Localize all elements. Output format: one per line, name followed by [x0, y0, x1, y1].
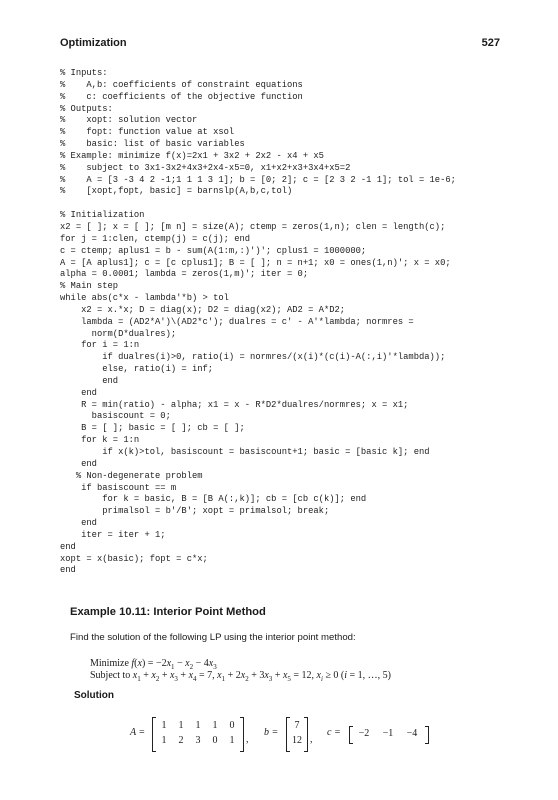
- vector-b: [286, 716, 308, 752]
- separator: ,: [310, 734, 313, 745]
- vector-c-label: c =: [327, 727, 341, 738]
- code-line: for j = 1:clen, ctemp(j) = c(j); end: [60, 233, 251, 244]
- matrix-a-cell: 0: [229, 720, 235, 731]
- constraint-formula: Subject to $x_1 + x_2 + x_3 + x_4 = 7$, $x_1 + 2x_2 + 3x_3 + x_5 = 12$, $x_i \ge 0$ (i = 1, …, 5): [90, 670, 392, 683]
- code-line: end: [60, 518, 97, 529]
- example-title: Example 10.11: Interior Point Method: [70, 606, 266, 618]
- matrix-a-cell: 3: [195, 735, 201, 746]
- code-listing: [60, 68, 510, 577]
- matrix-a-cell: 2: [178, 735, 184, 746]
- code-line: [60, 198, 510, 210]
- code-line: % basic: list of basic variables: [60, 139, 245, 150]
- matrix-a: [152, 716, 244, 752]
- vector-c-cell: −4: [406, 728, 418, 739]
- code-line: lambda = (AD2*A')\(AD2*c'); dualres = c' - A'*lambda; normres =: [60, 316, 414, 327]
- code-line: % Outputs:: [60, 103, 113, 114]
- code-line: norm(D*dualres);: [60, 328, 177, 339]
- vector-c: [349, 725, 429, 745]
- code-line: % [xopt,fopt, basic] = barnslp(A,b,c,tol): [60, 186, 293, 197]
- code-line: % Inputs:: [60, 68, 108, 78]
- problem-intro: Find the solution of the following LP using the interior point method:: [70, 632, 356, 643]
- vector-b-label: b =: [264, 727, 279, 738]
- code-line: % subject to 3x1-3x2+4x3+2x4-x5=0, x1+x2+x3+3x4+x5=2: [60, 162, 351, 173]
- code-line: A = [A aplus1]; c = [c cplus1]; B = [ ]; n = n+1; x0 = ones(1,n)'; x = x0;: [60, 257, 451, 268]
- code-line: x2 = [ ]; x = [ ]; [m n] = size(A); ctemp = zeros(1,n); clen = length(c);: [60, 221, 446, 232]
- matrix-a-cell: 1: [161, 720, 167, 731]
- vector-c-cell: −1: [382, 728, 394, 739]
- code-line: % xopt: solution vector: [60, 115, 198, 126]
- code-line: % A,b: coefficients of constraint equations: [60, 79, 303, 90]
- code-line: end: [60, 541, 76, 552]
- code-line: % Initialization: [60, 210, 145, 221]
- code-line: end: [60, 387, 97, 398]
- code-line: for k = basic, B = [B A(:,k)]; cb = [cb c(k)]; end: [60, 494, 367, 505]
- code-line: while abs(c*x - lambda'*b) > tol: [60, 293, 229, 304]
- code-line: if x(k)>tol, basiscount = basiscount+1; basic = [basic k]; end: [60, 447, 430, 457]
- code-line: % fopt: function value at xsol: [60, 127, 235, 138]
- code-line: x2 = x.*x; D = diag(x); D2 = diag(x2); AD2 = A*D2;: [60, 304, 346, 315]
- code-line: xopt = x(basic); fopt = c*x;: [60, 553, 208, 564]
- code-line: else, ratio(i) = inf;: [60, 364, 214, 375]
- code-line: % Non-degenerate problem: [60, 470, 203, 481]
- code-line: primalsol = b'/B'; xopt = primalsol; break;: [60, 506, 330, 517]
- code-line: % Main step: [60, 281, 119, 292]
- matrix-a-cell: 1: [195, 720, 201, 731]
- matrix-a-cell: 1: [212, 720, 218, 731]
- code-line: % A = [3 -3 4 2 -1;1 1 1 3 1]; b = [0; 2]; c = [2 3 2 -1 1]; tol = 1e-6;: [60, 174, 456, 185]
- code-line: % c: coefficients of the objective function: [60, 91, 303, 102]
- code-line: if dualres(i)>0, ratio(i) = normres/(x(i)*(c(i)-A(:,i)'*lambda));: [60, 352, 446, 363]
- matrix-a-cell: 1: [161, 735, 167, 746]
- code-line: end: [60, 458, 97, 469]
- code-line: basiscount = 0;: [60, 411, 171, 422]
- page-header: [60, 37, 500, 53]
- solution-heading: Solution: [74, 690, 114, 701]
- code-line: % Example: minimize f(x)=2x1 + 3x2 + 2x2 - x4 + x5: [60, 150, 324, 161]
- code-line: B = [ ]; basic = [ ]; cb = [ ];: [60, 423, 245, 434]
- code-line: c = ctemp; aplus1 = b - sum(A(1:m,:)')'; cplus1 = 1000000;: [60, 245, 367, 256]
- code-line: R = min(ratio) - alpha; x1 = x - R*D2*dualres/normres; x = x1;: [60, 399, 409, 410]
- matrix-a-cell: 1: [178, 720, 184, 731]
- code-line: if basiscount == m: [60, 482, 177, 493]
- objective-formula: Minimize $f(x) = -2x_1 - x_2 - 4x_3$: [90, 658, 217, 671]
- code-line: end: [60, 565, 76, 576]
- vector-c-cell: −2: [358, 728, 370, 739]
- vector-b-cell: 12: [292, 735, 302, 746]
- separator: ,: [246, 734, 249, 745]
- code-line: iter = iter + 1;: [60, 529, 166, 540]
- code-line: end: [60, 375, 119, 386]
- matrix-a-cell: 1: [229, 735, 235, 746]
- matrix-definitions: [130, 716, 510, 756]
- code-line: for k = 1:n: [60, 435, 140, 446]
- matrix-a-cell: 0: [212, 735, 218, 746]
- code-line: for i = 1:n: [60, 340, 140, 351]
- matrix-a-label: A =: [130, 727, 146, 738]
- page-number: 527: [481, 37, 500, 49]
- code-line: alpha = 0.0001; lambda = zeros(1,m)'; iter = 0;: [60, 269, 309, 280]
- running-head: Optimization: [60, 37, 127, 49]
- vector-b-cell: 7: [294, 720, 300, 731]
